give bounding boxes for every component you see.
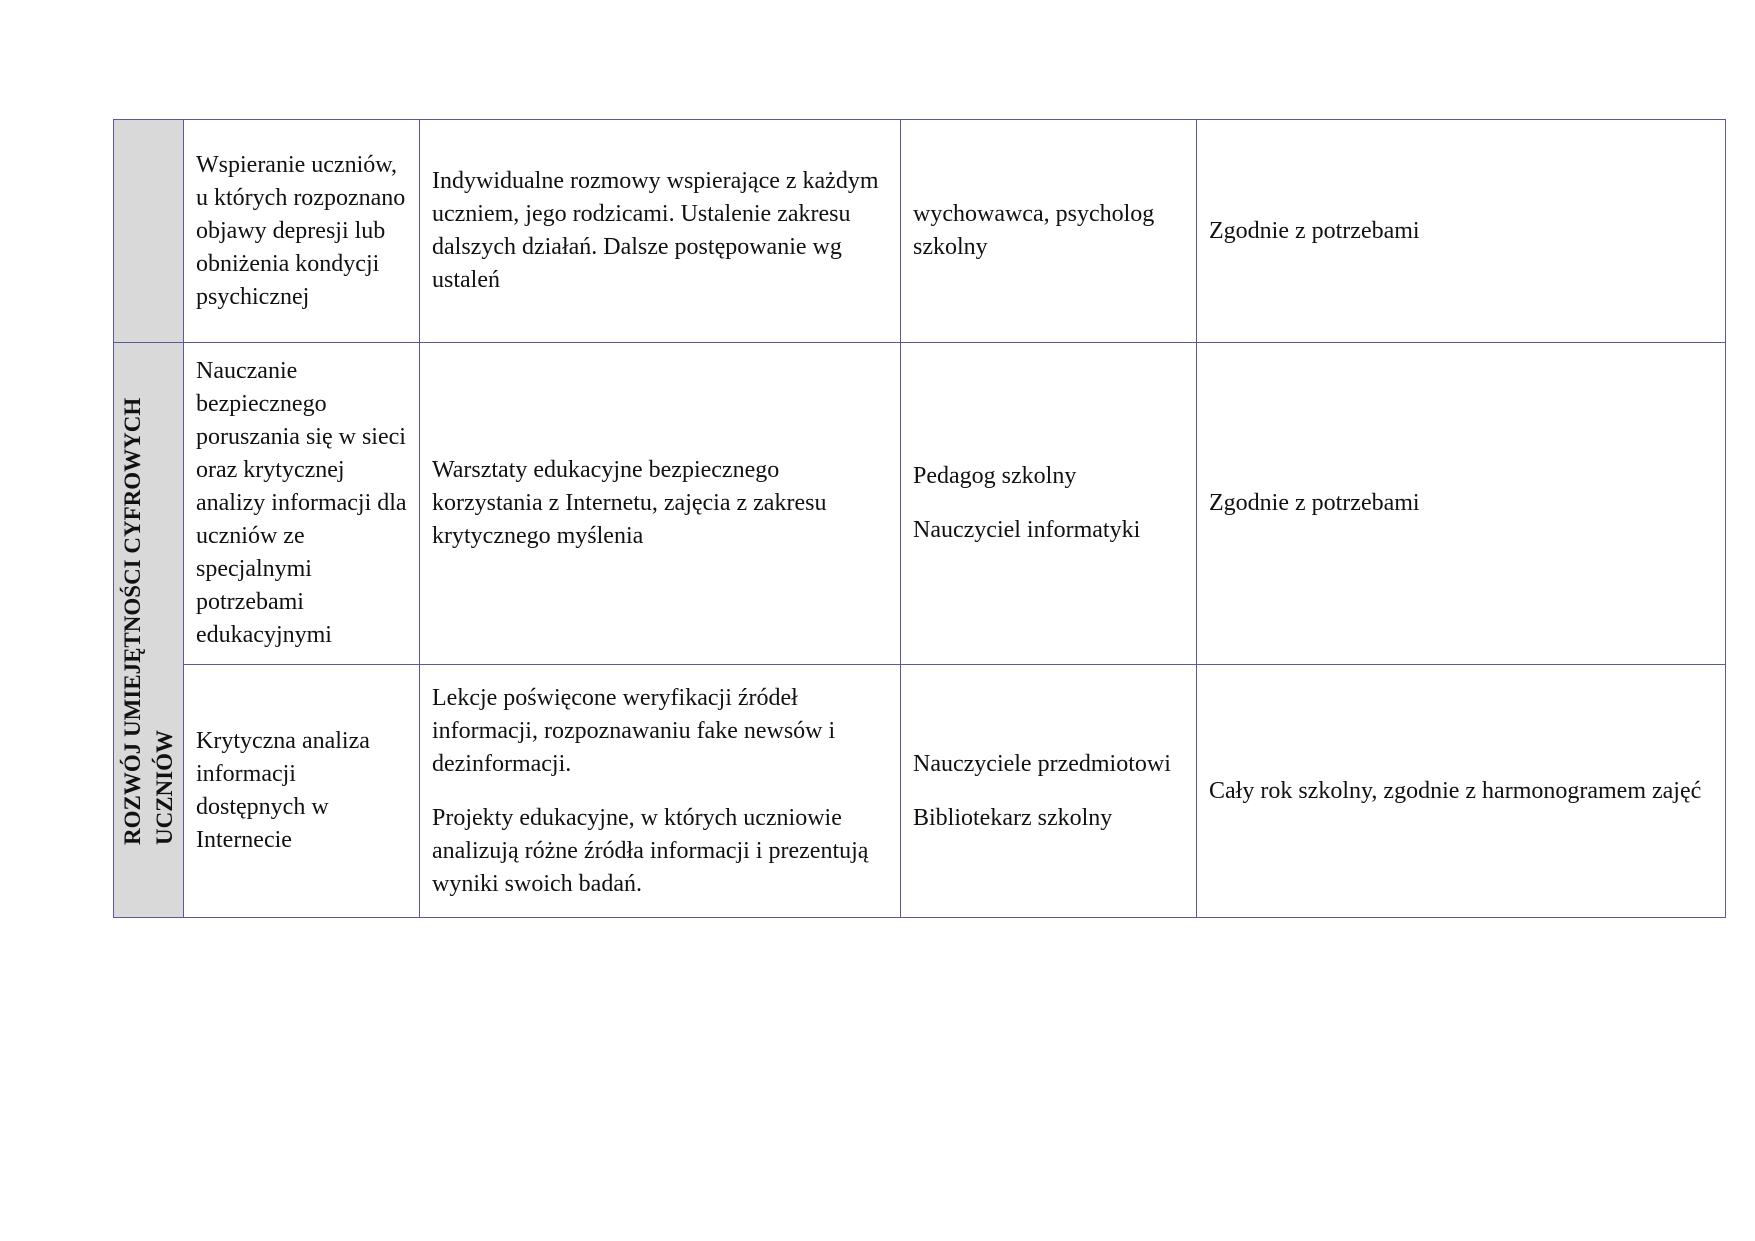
action-text: Warsztaty edukacyjne bezpiecznego korzystania z Internetu, zajęcia z zakresu krytycznego myślenia: [432, 457, 827, 549]
timeframe-cell: [1197, 665, 1726, 918]
timeframe-cell: [1197, 120, 1726, 343]
goal-text: Krytyczna analiza informacji dostępnych w Internecie: [196, 728, 370, 853]
table-row: [114, 665, 1726, 918]
responsible-text: Nauczyciele przedmiotowi: [913, 750, 1171, 777]
actions-cell: [420, 343, 901, 665]
table-row: [114, 343, 1726, 665]
timeframe-cell: [1197, 343, 1726, 665]
goal-cell: [184, 665, 420, 918]
timeframe-text: Zgodnie z potrzebami: [1209, 217, 1420, 244]
section-label-cell: [114, 343, 184, 918]
responsible-cell: [901, 120, 1197, 343]
program-table: [113, 119, 1726, 918]
action-text: Projekty edukacyjne, w których uczniowie analizują różne źródła informacji i prezentują wyniki swoich badań.: [432, 804, 869, 897]
actions-cell: [420, 665, 901, 918]
table-row: [114, 120, 1726, 343]
timeframe-text: Cały rok szkolny, zgodnie z harmonogramem zajęć: [1209, 777, 1702, 804]
timeframe-text: Zgodnie z potrzebami: [1209, 490, 1420, 516]
responsible-text: Nauczyciel informatyki: [913, 517, 1141, 543]
goal-cell: [184, 343, 420, 665]
actions-cell: [420, 120, 901, 343]
action-text: Lekcje poświęcone weryfikacji źródeł informacji, rozpoznawaniu fake newsów i dezinformacji.: [432, 684, 836, 777]
goal-cell: [184, 120, 420, 343]
responsible-cell: [901, 343, 1197, 665]
responsible-text: Pedagog szkolny: [913, 463, 1077, 489]
responsible-text: wychowawca, psycholog szkolny: [913, 201, 1155, 260]
responsible-text: Bibliotekarz szkolny: [913, 804, 1113, 831]
section-label: ROZWÓJ UMIEJĘTNOŚCI CYFROWYCH UCZNIÓW: [119, 397, 177, 845]
action-text: Indywidualne rozmowy wspierające z każdym uczniem, jego rodzicami. Ustalenie zakresu dalszych działań. Dalsze postępowanie wg ustaleń: [432, 168, 879, 293]
responsible-cell: [901, 665, 1197, 918]
goal-text: Wspieranie uczniów, u których rozpoznano objawy depresji lub obniżenia kondycji psychicznej: [196, 151, 406, 310]
goal-text: Nauczanie bezpiecznego poruszania się w sieci oraz krytycznej analizy informacji dla uczniów ze specjalnymi potrzebami edukacyjnymi: [196, 358, 407, 648]
